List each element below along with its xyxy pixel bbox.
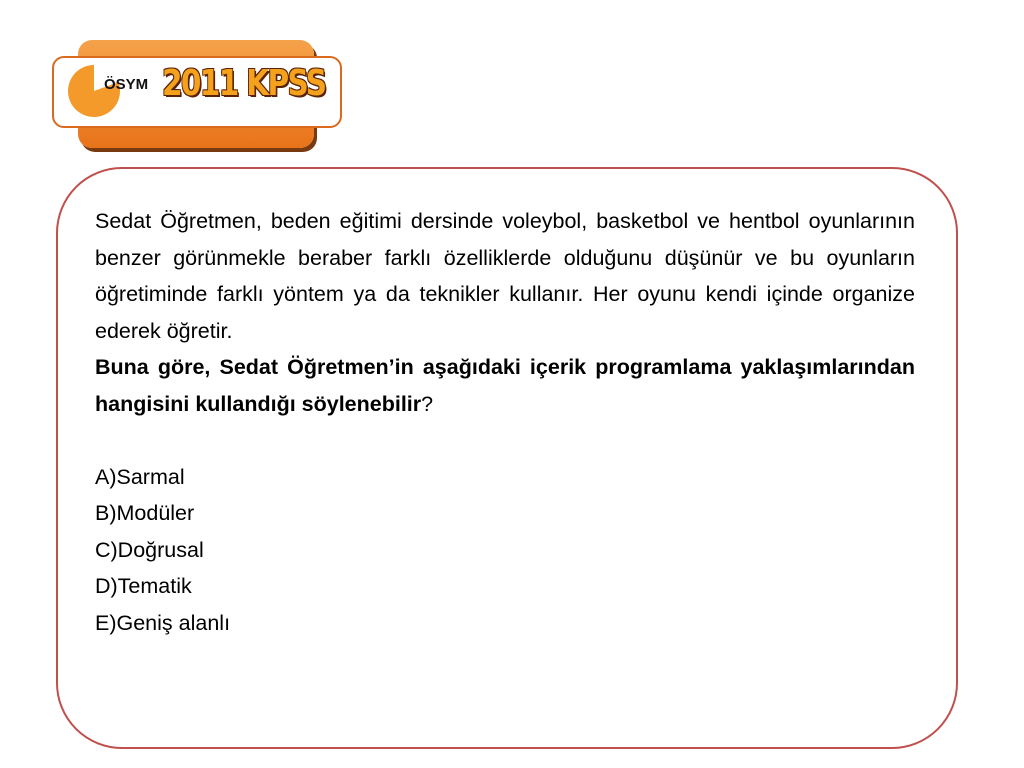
osym-label: ÖSYM	[104, 76, 149, 93]
exam-title: 2011 KPSS	[162, 63, 326, 104]
question-prompt-bold: Buna göre, Sedat Öğretmen’in aşağıdaki içerik programlama yaklaşımlarından hangisini kullandığı söylenebilir	[95, 355, 915, 416]
question-mark: ?	[421, 391, 434, 416]
option-a: A)Sarmal	[95, 464, 185, 489]
spacer	[95, 422, 915, 459]
question-prompt	[95, 349, 915, 422]
option-e: E)Geniş alanlı	[95, 610, 231, 635]
question-stem: Sedat Öğretmen, beden eğitimi dersinde voleybol, basketbol ve hentbol oyunlarının benzer görünmekle beraber farklı özelliklerde olduğunu düşünür ve bu oyunların öğretiminde farklı yöntem ya da teknikler kullanır. Her oyunu kendi içinde organize ederek öğretir.	[95, 209, 915, 343]
option-d: D)Tematik	[95, 574, 192, 598]
option-b: B)Modüler	[95, 501, 195, 525]
option-c: C)Doğrusal	[95, 537, 204, 562]
question-content	[95, 203, 915, 641]
